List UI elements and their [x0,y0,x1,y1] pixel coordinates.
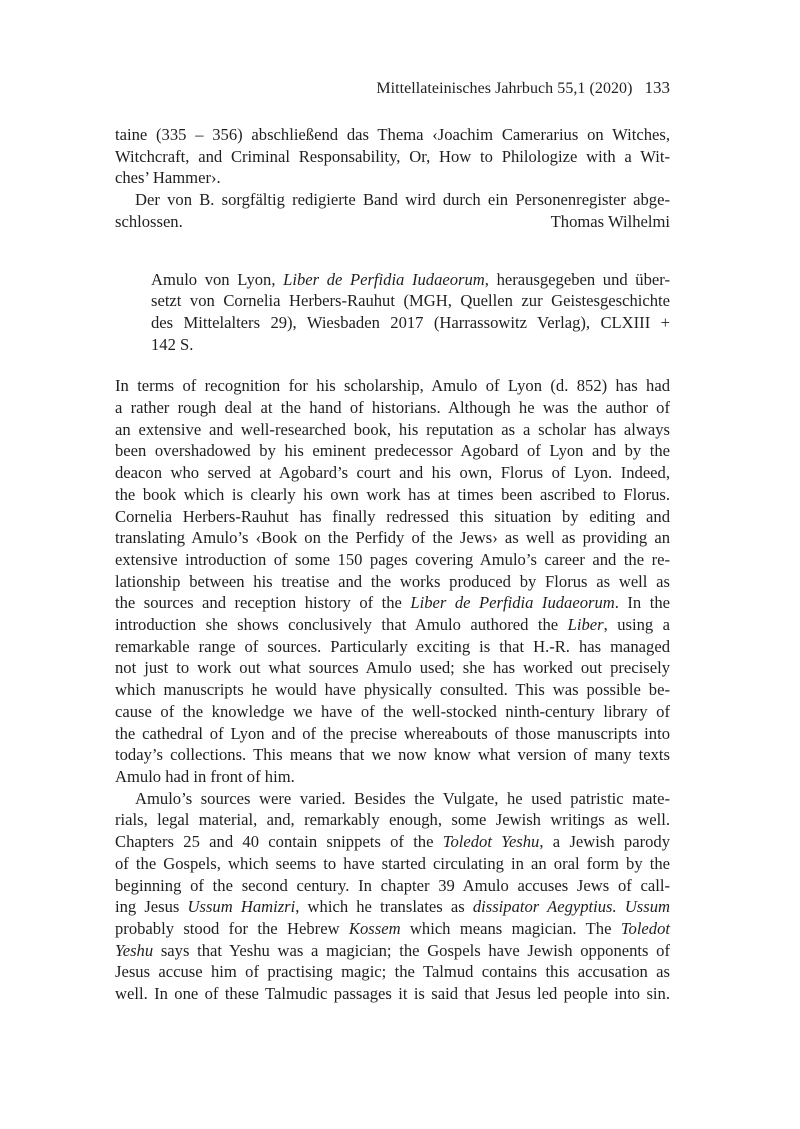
text-run [617,897,625,916]
citation-line [151,269,670,291]
text-line: Jesus accuse him of practising magic; the Talmud contains this accusation as [115,962,670,982]
text-run: which means magician. The [400,918,621,938]
signature-line [115,211,670,233]
italic-term: Ussum Hamizri [187,897,296,917]
text-line: cause of the knowledge we have of the well-stocked ninth-century library of [115,701,670,721]
text-line: rials, legal material, and, remarkably enough, some Jewish writings as well. [115,810,670,830]
text-line: extensive introduction of some 150 pages covering Amulo’s career and the re- [115,549,670,569]
text-run: , which he translates as [295,897,473,917]
text-run: introduction she shows conclusively that Amulo authored the [115,615,568,635]
citation-author: Amulo von Lyon, [151,269,284,289]
italic-term: Kossem [348,918,401,938]
journal-title: Mittellateinisches Jahrbuch 55,1 (2020) [376,80,633,97]
italic-term: Ussum [624,897,671,917]
text-line: ches’ Hammer›. [115,168,221,188]
text-line: taine (335 – 356) abschließend das Thema ‹Joachim Camerarius on Witches, [115,125,670,144]
citation-line: setzt von Cornelia Herbers-Rauhut (MGH, Quellen zur Geistesgeschichte [151,291,670,311]
italic-title: Yeshu [115,940,154,960]
page-body [115,124,670,1005]
text-run: probably stood for the Hebrew [115,918,349,938]
text-line: deacon who served at Agobard’s court and his own, Florus of Lyon. Indeed, [115,463,670,483]
text-run: the sources and reception history of the [115,593,411,613]
text-line: the book which is clearly his own work has at times been ascribed to Florus. [115,484,670,504]
text-run: ing Jesus [115,897,188,917]
text-line [115,896,670,918]
text-line: translating Amulo’s ‹Book on the Perfidy of the Jews› as well as providing an [115,528,670,548]
text-line: Amulo had in front of him. [115,766,295,786]
text-line: Amulo’s sources were varied. Besides the Vulgate, he used patristic mate- [135,788,670,808]
text-line [115,592,670,614]
text-line: a rather rough deal at the hand of historians. Although he was the author of [115,398,670,418]
text-run: Chapters 25 and 40 contain snippets of the [115,832,443,852]
page-number: 133 [644,78,670,97]
citation-title: Liber de Perfidia Iudaeorum [283,269,485,289]
reviewer-name: Thomas Wilhelmi [550,211,670,231]
italic-title: Toledot Yeshu [442,832,540,852]
previous-review-ending [115,124,670,233]
text-line: Witchcraft, and Criminal Responsability, Or, How to Philologize with a Wit- [115,146,670,166]
text-line [115,831,670,853]
text-line [115,614,670,636]
text-line: not just to work out what sources Amulo used; she has worked out precisely [115,658,670,678]
citation-line: 142 S. [151,334,194,354]
text-line: today’s collections. This means that we now know what version of many texts [115,745,670,765]
text-line: schlossen. [115,211,183,231]
text-line: an extensive and well-researched book, his reputation as a scholar has always [115,419,670,439]
text-line: beginning of the second century. In chapter 39 Amulo accuses Jews of call- [115,875,670,895]
text-run: says that Yeshu was a magician; the Gospels have Jewish opponents of [153,940,670,960]
text-line: been overshadowed by his eminent predecessor Agobard of Lyon and by the [115,441,670,461]
text-line: lationship between his treatise and the works produced by Florus as well as [115,571,670,591]
text-run: , using a [603,615,670,635]
text-line: Der von B. sorgfältig redigierte Band wird durch ein Personenregister abge- [135,190,670,210]
review-paragraph-2 [115,788,670,1005]
italic-title: Toledot [620,918,670,938]
text-run: . In the [614,593,670,613]
text-line [115,918,670,940]
text-line: well. In one of these Talmudic passages it is said that Jesus led people into sin. [115,984,670,1004]
text-line: of the Gospels, which seems to have started circulating in an oral form by the [115,853,670,873]
text-run: , a Jewish parody [539,832,670,852]
italic-title: Liber de Perfidia Iudaeorum [410,593,615,613]
text-line: In terms of recognition for his scholarship, Amulo of Lyon (d. 852) has had [115,376,670,396]
text-line: remarkable range of sources. Particularly exciting is that H.-R. has managed [115,636,670,656]
citation-text: , herausgegeben und über- [484,269,670,289]
text-line: which manuscripts he would have physically consulted. This was possible be- [115,680,670,700]
text-line [115,940,670,962]
italic-title: Liber [567,615,604,635]
running-header [115,78,670,99]
review-paragraph-1 [115,375,670,787]
citation-line: des Mittelalters 29), Wiesbaden 2017 (Harrassowitz Verlag), CLXIII + [151,312,670,332]
text-line: Cornelia Herbers-Rauhut has finally redressed this situation by editing and [115,506,670,526]
text-line: the cathedral of Lyon and of the precise whereabouts of those manuscripts into [115,723,670,743]
book-citation [115,269,670,356]
italic-term: dissipator Aegyptius. [472,897,617,917]
